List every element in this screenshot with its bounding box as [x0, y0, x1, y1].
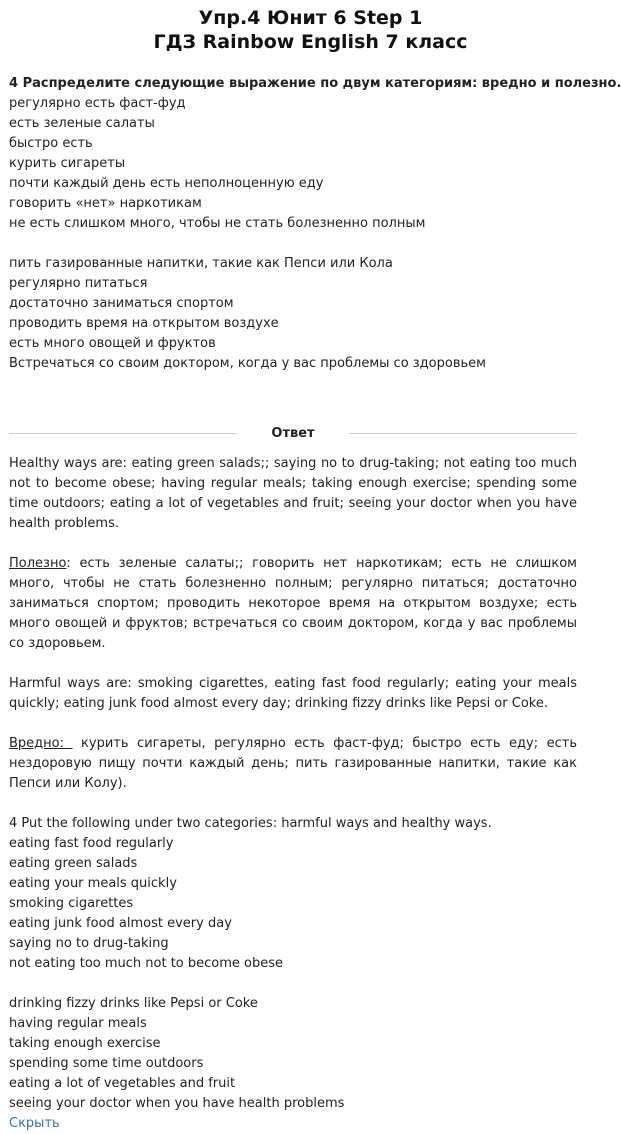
- spacer: [9, 654, 577, 674]
- list-item: курить сигареты: [9, 156, 126, 171]
- list-item: seeing your doctor when you have health problems: [9, 1096, 345, 1111]
- spacer: [9, 714, 577, 734]
- spacer: [9, 234, 577, 254]
- answer-healthy-en: Healthy ways are: eating green salads;; saying no to drug-taking; not eating too much not to become obese; having regular meals; taking enough exercise; spending some time outdoors; eating a lot of vegetables and fruit; seeing your doctor when you have health problems.: [9, 456, 577, 531]
- list-item: не есть слишком много, чтобы не стать болезненно полным: [9, 216, 426, 231]
- answer-divider: [9, 424, 577, 444]
- harmful-ru-text: курить сигареты, регулярно есть фаст-фуд; быстро есть еду; есть нездоровую пищу почти каждый день; пить газированные напитки, такие как Пепси или Колу).: [9, 736, 577, 791]
- content: [9, 74, 621, 1134]
- list-item: drinking fizzy drinks like Pepsi or Coke: [9, 996, 258, 1011]
- list-item: пить газированные напитки, такие как Пепси или Кола: [9, 256, 393, 271]
- list-item: регулярно есть фаст-фуд: [9, 96, 186, 111]
- task-en-heading: 4 Put the following under two categories: harmful ways and healthy ways.: [9, 816, 492, 831]
- list-item: smoking cigarettes: [9, 896, 134, 911]
- list-item: говорить «нет» наркотикам: [9, 196, 202, 211]
- page-title-line-2: ГДЗ Rainbow English 7 класс: [153, 31, 468, 53]
- spacer: [9, 794, 577, 814]
- task-ru-heading: 4 Распределите следующие выражение по двум категориям: вредно и полезно.: [9, 76, 621, 91]
- list-item: есть много овощей и фруктов: [9, 336, 216, 351]
- list-item: eating junk food almost every day: [9, 916, 232, 931]
- divider-line: [349, 433, 577, 434]
- list-item: Встречаться со своим доктором, когда у вас проблемы со здоровьем: [9, 356, 486, 371]
- answer-harmful-ru: [9, 734, 577, 794]
- list-item: saying no to drug-taking: [9, 936, 169, 951]
- healthy-ru-label: Полезно: [9, 556, 67, 571]
- hide-answer-link[interactable]: Скрыть: [9, 1116, 60, 1131]
- list-item: почти каждый день есть неполноценную еду: [9, 176, 324, 191]
- spacer: [9, 974, 577, 994]
- answer-label: Ответ: [271, 426, 315, 441]
- list-item: достаточно заниматься спортом: [9, 296, 234, 311]
- task-ru-group-1: [9, 94, 577, 234]
- list-item: регулярно питаться: [9, 276, 148, 291]
- list-item: проводить время на открытом воздухе: [9, 316, 279, 331]
- page-title-line-1: Упр.4 Юнит 6 Step 1: [198, 7, 423, 29]
- list-item: есть зеленые салаты: [9, 116, 155, 131]
- list-item: eating fast food regularly: [9, 836, 174, 851]
- answer-healthy-ru: [9, 554, 577, 654]
- list-item: eating a lot of vegetables and fruit: [9, 1076, 236, 1091]
- harmful-ru-label: Вредно:: [9, 736, 73, 751]
- list-item: not eating too much not to become obese: [9, 956, 284, 971]
- task-en-group-1: [9, 834, 577, 974]
- list-item: eating green salads: [9, 856, 138, 871]
- healthy-ru-text: : есть зеленые салаты;; говорить нет наркотикам; есть не слишком много, чтобы не стать болезненно полным; регулярно питаться; достаточно заниматься спортом; проводить некоторое время на открытом воздухе; есть много овощей и фруктов; встречаться со своим доктором, когда у вас проблемы со здоровьем.: [9, 556, 577, 651]
- list-item: taking enough exercise: [9, 1036, 161, 1051]
- task-en-group-2: [9, 994, 577, 1114]
- task-ru-group-2: [9, 254, 577, 374]
- answer-harmful-en: Harmful ways are: smoking cigarettes, eating fast food regularly; eating your meals quickly; eating junk food almost every day; drinking fizzy drinks like Pepsi or Coke.: [9, 676, 577, 711]
- spacer: [9, 534, 577, 554]
- page-header: [0, 6, 621, 54]
- list-item: having regular meals: [9, 1016, 147, 1031]
- list-item: spending some time outdoors: [9, 1056, 204, 1071]
- list-item: eating your meals quickly: [9, 876, 177, 891]
- list-item: быстро есть: [9, 136, 93, 151]
